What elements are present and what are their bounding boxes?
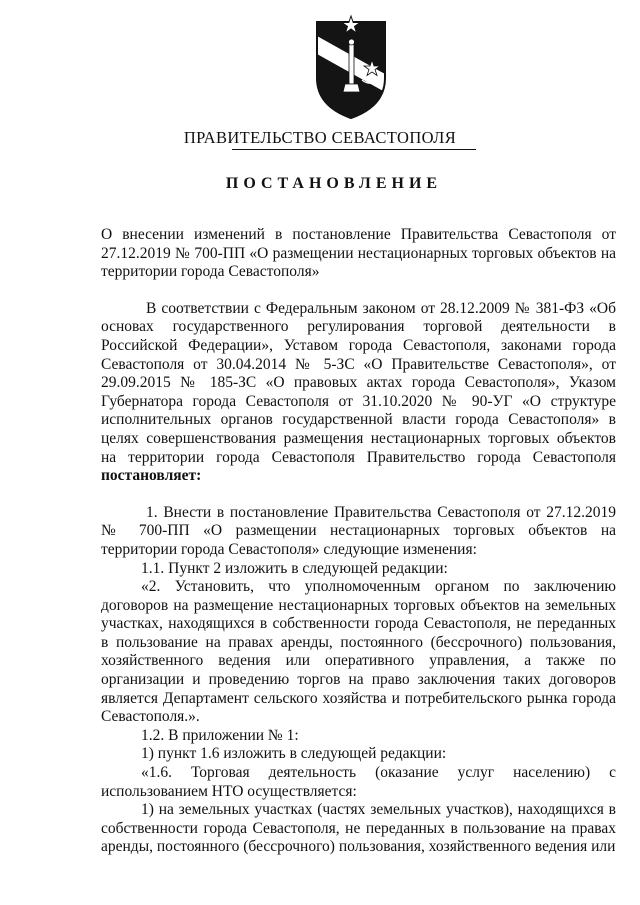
preamble-text: В соответствии с Федеральным законом от 28.12.2009 № 381-ФЗ «Об основах государственного регулирования торговой деятельности в Российской Федерации», Уставом города Севастополя, законами города Севастополя от 30.04.2014 № 5-ЗС «О Правительстве Севастополя», от 29.09.2015 № 185-ЗС «О правовых актах города Севастополя», Указом Губернатора города Севастополя от 31.10.2020 № 90-УГ «О структуре исполнительных органов государственной власти города Севастополя» в целях совершенствования размещения нестационарных торговых объектов на территории города Севастополя Правительство города Севастополя	[101, 299, 616, 466]
paragraph-quote-1-6: «1.6. Торговая деятельность (оказание услуг населению) с использованием НТО осуществляется:	[101, 764, 616, 800]
paragraph-item-1: 1) пункт 1.6 изложить в следующей редакции:	[141, 745, 447, 763]
decree-colon: :	[196, 467, 202, 485]
paragraph-1: 1. Внести в постановление Правительства Севастополя от 27.12.2019 № 700-ПП «О размещении нестационарных торговых объектов на территории города Севастополя» следующие изменения:	[101, 503, 616, 558]
paragraph-quote-2: «2. Установить, что уполномоченным органом по заключению договоров на размещение нестационарных торговых объектов на земельных участках, находящихся в собственности города Севастополя, не переданных в пользование на правах аренды, постоянного (бессрочного) пользования, хозяйственного ведения или оперативного управления, а также по организации и проведению торгов на право заключения таких договоров является Департамент сельского хозяйства и потребительского рынка города Севастополя.».	[101, 578, 616, 726]
government-name: ПРАВИТЕЛЬСТВО СЕВАСТОПОЛЯ	[183, 128, 457, 147]
header-underline	[232, 149, 476, 150]
preamble	[101, 300, 616, 486]
document-type: ПОСТАНОВЛЕНИЕ	[225, 175, 443, 192]
paragraph-1-2: 1.2. В приложении № 1:	[141, 726, 299, 744]
coat-of-arms-icon	[312, 14, 390, 120]
decree-word: постановляет	[101, 467, 197, 485]
document-body	[101, 226, 616, 857]
paragraph-1-1: 1.1. Пункт 2 изложить в следующей редакции:	[141, 559, 448, 577]
document-title: О внесении изменений в постановление Правительства Севастополя от 27.12.2019 № 700-ПП «О размещении нестационарных торговых объектов на территории города Севастополя»	[101, 226, 616, 281]
paragraph-subitem-1: 1) на земельных участках (частях земельных участков), находящихся в собственности города Севастополя, не переданных в пользование на правах аренды, постоянного (бессрочного) пользования, хозяйственного ведения или	[101, 801, 616, 856]
